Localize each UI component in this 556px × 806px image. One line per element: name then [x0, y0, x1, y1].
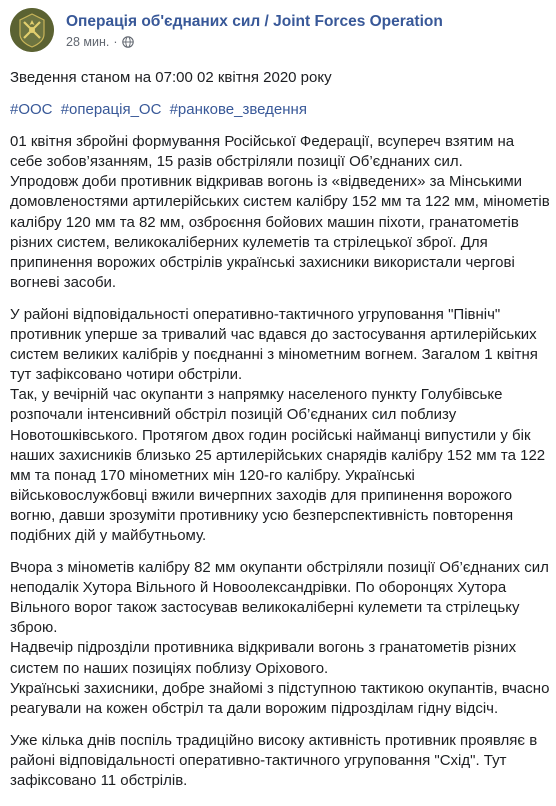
page-avatar[interactable] [10, 8, 54, 52]
hashtag-link[interactable]: #операція_ОС [60, 101, 162, 119]
post-meta [66, 35, 134, 49]
post-body [10, 68, 550, 803]
globe-icon[interactable] [122, 36, 134, 48]
post-paragraph: У районі відповідальності оперативно-тактичного угруповання "Північ" противник уперше за тривалий час вдався до застосування артилерійських систем великих калібрів у поєднанні з мінометним вогнем. Загалом 1 квітня тут зафіксовано чотири обстріли. Так, у вечірній час окупанти з напрямку населеного пункту Голубівське розпочали інтенсивний обстріл позицій Об’єднаних сил поблизу Новотошківського. Протягом двох годин російські найманці випустили у бік наших захисників близько 25 артилерійських снарядів калібру 152 мм та 122 мм та понад 170 мінометних мін 120-го калібру. Українські військовослужбовці вжили вичерпних заходів для припинення ворожого вогню, давши зрозуміти противнику усю безперспективність повторення подібних дій у майбутньому. [10, 305, 546, 544]
hashtag-link[interactable]: #ранкове_зведення [169, 101, 307, 119]
post-paragraph: Вчора з мінометів калібру 82 мм окупанти обстріляли позиції Об’єднаних сил неподалік Хутора Вільного й Новоолександрівки. По оборонцях Хутора Вільного ворог також застосував великокаліберні кулемети та стрілецьку зброю. Надвечір підрозділи противника відкривали вогонь з гранатометів різних систем по наших позиціях поблизу Оріхового. Українські захисники, добре знайомі з підступною тактикою окупантів, вчасно реагували на кожен обстріл та дали ворожим підрозділам гідну відсіч. [10, 559, 550, 717]
hashtag-list [10, 100, 550, 120]
joint-forces-emblem-icon [10, 8, 54, 52]
post-paragraph: Уже кілька днів поспіль традиційно високу активність противник проявляє в районі відповідальності оперативно-тактичного угруповання "Схід". Тут зафіксовано 11 обстрілів. [10, 731, 538, 789]
hashtag-link[interactable]: #ООС [10, 101, 53, 119]
post-paragraph: 01 квітня збройні формування Російської Федерації, всупереч взятим на себе зобов’язанням, 15 разів обстріляли позиції Об’єднаних сил. Упродовж доби противник відкривав вогонь із «відведених» за Мінськими домовленостями артилерійських систем калібру 152 мм та 122 мм, мінометів калібру 120 мм та 82 мм, озброєння бойових машин піхоти, гранатометів різних систем, великокаліберних кулеметів та стрілецької зброї. Для припинення ворожих обстрілів українські захисники використали чергові вогневі засоби. [10, 133, 550, 291]
post-header [10, 8, 546, 56]
meta-separator: · [113, 35, 118, 49]
page-name-link[interactable]: Операція об'єднаних сил / Joint Forces Operation [66, 13, 443, 30]
post-time[interactable]: 28 мин. [66, 35, 110, 49]
post-title: Зведення станом на 07:00 02 квітня 2020 року [10, 69, 332, 86]
